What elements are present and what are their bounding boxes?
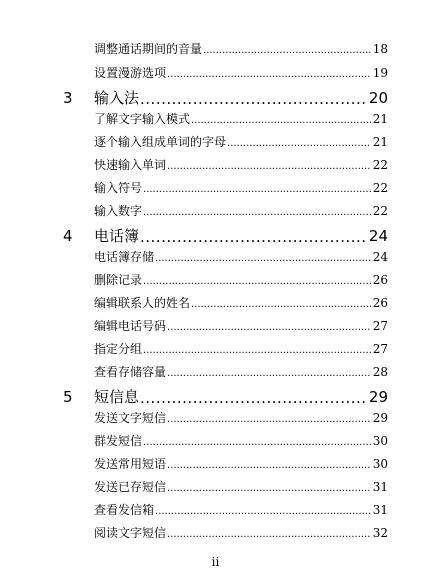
toc-entry[interactable] <box>94 430 388 452</box>
dot-leader <box>166 476 371 498</box>
dot-leader <box>166 522 371 544</box>
dot-leader <box>142 430 371 452</box>
toc-entry-page: 31 <box>372 480 388 494</box>
toc-entry-title: 发送常用短语 <box>94 457 167 471</box>
dot-leader <box>142 200 371 222</box>
toc-entry-title: 阅读文字短信 <box>94 526 167 540</box>
toc-entry[interactable] <box>94 62 388 84</box>
dot-leader <box>142 338 371 360</box>
toc-entry-page: 30 <box>372 457 388 471</box>
toc-entry[interactable] <box>94 499 388 521</box>
dot-leader <box>166 453 371 475</box>
chapter-title: 电话簿 <box>94 227 140 245</box>
toc-entry-page: 28 <box>372 365 388 379</box>
dot-leader <box>166 154 371 176</box>
toc-entry[interactable] <box>94 315 388 337</box>
dot-leader <box>166 315 371 337</box>
toc-entry-page: 22 <box>372 158 388 172</box>
toc-entry-title: 发送已存短信 <box>94 480 167 494</box>
toc-entry-page: 22 <box>372 204 388 218</box>
toc-entry[interactable] <box>94 338 388 360</box>
toc-entry-title: 电话簿存储 <box>94 250 155 264</box>
dot-leader <box>190 292 371 314</box>
page-number: ii <box>211 555 220 569</box>
toc-entry-page: 19 <box>372 66 388 80</box>
toc-entry-page: 32 <box>372 526 388 540</box>
toc-entry-title: 删除记录 <box>94 273 143 287</box>
toc-entry[interactable] <box>94 38 388 60</box>
chapter-title: 短信息 <box>94 388 140 406</box>
chapter-page: 29 <box>368 388 388 406</box>
toc-entry-title: 输入数字 <box>94 204 143 218</box>
toc-entry[interactable] <box>94 200 388 222</box>
dot-leader <box>226 131 371 153</box>
toc-entry[interactable] <box>94 292 388 314</box>
toc-entry-title: 了解文字输入模式 <box>94 112 191 126</box>
toc-entry-title: 发送文字短信 <box>94 411 167 425</box>
toc-entry-page: 26 <box>372 296 388 310</box>
toc-entry-title: 设置漫游选项 <box>94 66 167 80</box>
chapter-number: 3 <box>63 89 73 107</box>
toc-entry-title: 查看存储容量 <box>94 365 167 379</box>
toc-entry-page: 21 <box>372 112 388 126</box>
dot-leader <box>202 38 371 60</box>
toc-entry-title: 编辑联系人的姓名 <box>94 296 191 310</box>
toc-entry[interactable] <box>94 361 388 383</box>
toc-entry[interactable] <box>94 131 388 153</box>
toc-entry[interactable] <box>94 476 388 498</box>
dot-leader <box>142 269 371 291</box>
toc-entry[interactable] <box>94 453 388 475</box>
toc-entry-title: 逐个输入组成单词的字母 <box>94 135 227 149</box>
toc-entry-title: 查看发信箱 <box>94 503 155 517</box>
dot-leader <box>142 177 371 199</box>
toc-entry-title: 编辑电话号码 <box>94 319 167 333</box>
toc-entry[interactable] <box>94 269 388 291</box>
toc-entry-page: 27 <box>372 342 388 356</box>
toc-entry[interactable] <box>94 246 388 268</box>
toc-entry-title: 指定分组 <box>94 342 143 356</box>
dot-leader <box>154 246 371 268</box>
toc-entry[interactable] <box>94 154 388 176</box>
chapter-number: 5 <box>63 388 73 406</box>
toc-entry-title: 群发短信 <box>94 434 143 448</box>
dot-leader <box>166 407 371 429</box>
toc-entry-page: 31 <box>372 503 388 517</box>
toc-entry-page: 26 <box>372 273 388 287</box>
dot-leader <box>166 62 371 84</box>
toc-entry-title: 快速输入单词 <box>94 158 167 172</box>
toc-entry-title: 输入符号 <box>94 181 143 195</box>
toc-entry-page: 27 <box>372 319 388 333</box>
chapter-page: 20 <box>368 89 388 107</box>
chapter-page: 24 <box>368 227 388 245</box>
toc-entry-page: 18 <box>372 42 388 56</box>
toc-entry[interactable] <box>94 522 388 544</box>
dot-leader <box>154 499 371 521</box>
toc-entry-title: 调整通话期间的音量 <box>94 42 203 56</box>
toc-entry-page: 21 <box>372 135 388 149</box>
toc-entry[interactable] <box>94 108 388 130</box>
toc-entry-page: 22 <box>372 181 388 195</box>
chapter-title: 输入法 <box>94 89 140 107</box>
dot-leader <box>190 108 371 130</box>
chapter-number: 4 <box>63 227 73 245</box>
dot-leader <box>166 361 371 383</box>
toc-entry[interactable] <box>94 407 388 429</box>
toc-entry-page: 24 <box>372 250 388 264</box>
toc-entry[interactable] <box>94 177 388 199</box>
toc-entry-page: 30 <box>372 434 388 448</box>
toc-entry-page: 29 <box>372 411 388 425</box>
